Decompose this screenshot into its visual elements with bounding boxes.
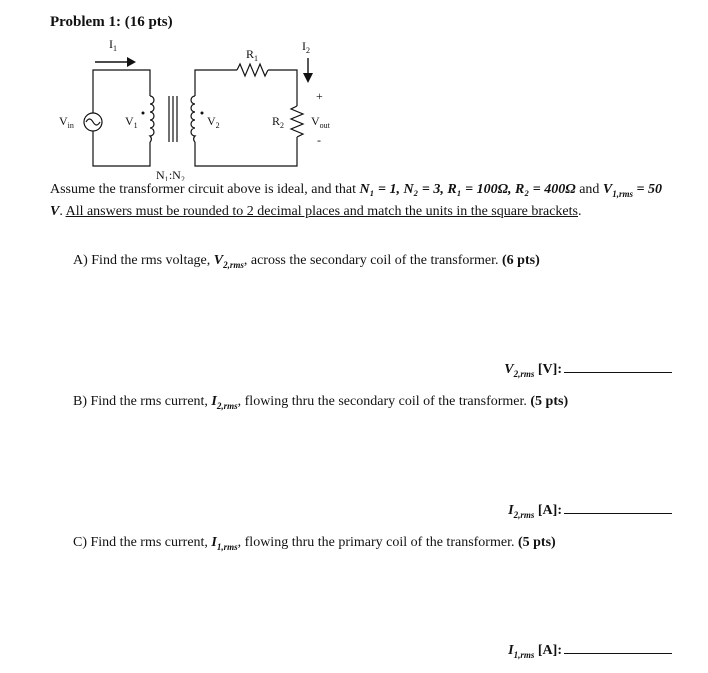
v1-label: $V_1$ (125, 114, 138, 130)
r1-resistor (237, 64, 268, 76)
i1-label: $I_1$ (109, 37, 117, 53)
i2-arrowhead (303, 73, 313, 83)
i1-arrowhead (127, 57, 136, 67)
r1-label: $R_1$ (246, 47, 259, 63)
vout-plus: + (316, 89, 323, 103)
transformer-circuit-diagram (55, 36, 355, 181)
r2-resistor (291, 106, 303, 137)
v2-label: $V_2$ (207, 114, 220, 130)
question-a: A) Find the rms voltage, $V_{2,rms}$, across the secondary coil of the transformer. (6 pts) (73, 253, 540, 270)
answer-c-blank[interactable] (564, 640, 672, 654)
given-values: N₁ = 1, N₂ = 3, R₁ = 100Ω, R₂ = 400Ω (359, 182, 576, 197)
rounding-note: All answers must be rounded to 2 decimal places and match the units in the square brackets (65, 203, 578, 219)
problem-title: Problem 1: (16 pts) (50, 14, 173, 30)
vout-label: $V_{out}$ (311, 114, 330, 130)
question-c: C) Find the rms current, $I_{1,rms}$, flowing thru the primary coil of the transformer. (5 pts) (73, 535, 556, 552)
answer-b-blank[interactable] (564, 500, 672, 514)
vin-label: $V_{in}$ (59, 114, 74, 130)
answer-a-blank[interactable] (564, 359, 672, 373)
answer-b-line: $I_{2,rms}$ [A]: (508, 500, 672, 520)
secondary-coil (191, 96, 195, 142)
question-b: B) Find the rms current, $I_{2,rms}$, flowing thru the secondary coil of the transformer. (5 pts) (73, 394, 569, 411)
primary-coil (150, 96, 154, 142)
problem-statement: Assume the transformer circuit above is ideal, and that N₁ = 1, N₂ = 3, R₁ = 100Ω, R₂ = 400Ω and $V_{1,rms} = 50$ V. All answers must be rounded to 2 decimal places and match the units in the square brackets. (50, 182, 663, 219)
i2-label: $I_2$ (302, 39, 310, 55)
vout-minus: - (317, 133, 321, 147)
v1rms-symbol: $V_{1,rms}$ (602, 182, 634, 199)
answer-c-line: $I_{1,rms}$ [A]: (508, 640, 672, 660)
r2-label: $R_2$ (272, 114, 285, 130)
turns-ratio-label: N₁:N₂ (156, 168, 186, 181)
answer-a-line: $V_{2,rms}$ [V]: (504, 359, 672, 379)
